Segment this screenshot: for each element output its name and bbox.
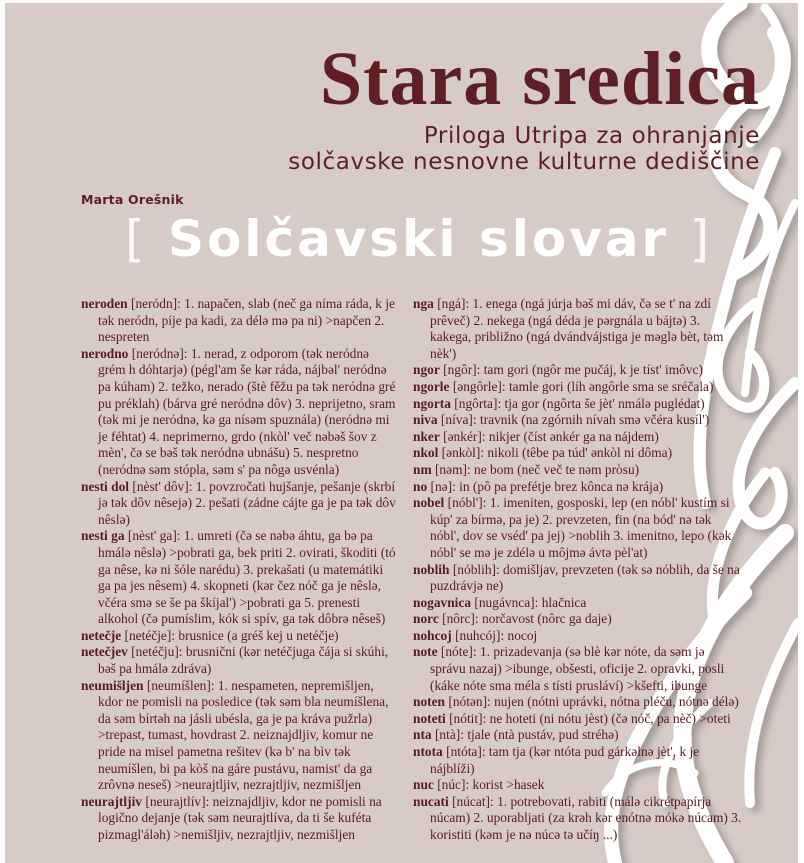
definition: : hlačnica — [534, 594, 587, 610]
definition: : norčavost (nôrc ga daje) — [474, 611, 612, 627]
definition: : 1. povzročati hujšanje, pešanje (skrbí jə tək dôv nêsejə) 2. pešati (zádne cájte ga je pa tək dôv nêslə) — [98, 478, 396, 527]
definition: : nocoj — [500, 627, 538, 643]
pronunciation: [níva] — [440, 412, 473, 428]
headword: nogavnica — [413, 594, 472, 610]
headword: niva — [413, 412, 438, 428]
dictionary-column-left — [81, 296, 399, 844]
definition: : 1. nerad, z odporom (tək neródnə grém h dóhtarjə) (pégl'am še kər ráda, nájbəl' neródnə pa kúham) 2. težko, nerado (štè fěžu pa tək neródnə gré pu préklah) (bárva gré neródnə dôv) 3. neprijetno, sram (tək mi je neródnə, kə ga nísəm spuznála) (neródnə mi je féhtat) 4. neprimerno, grdo (nkòl' več nəbəš šov z mèn', čə se bəš tək neródnə ubnášu) 5. nespretno (neródnə səm stópla, səm s' pa nôgə usvénla) — [98, 345, 396, 477]
definition: : tjale (ntà pustáv, pud stréhə) — [460, 727, 619, 743]
page-title: Stara sredica — [319, 37, 760, 121]
pronunciation: [núcat] — [452, 793, 490, 809]
dictionary-entry — [413, 396, 743, 413]
definition: : nikjer (číst ənkér ga na nájdem) — [481, 428, 659, 444]
bracket-open: [ — [125, 210, 148, 268]
headword: nohcoj — [413, 627, 452, 643]
dictionary-entry — [413, 479, 743, 496]
pronunciation: [nə] — [430, 478, 453, 494]
pronunciation: [əngôrle] — [452, 378, 502, 394]
pronunciation: [nèst' ga] — [127, 528, 177, 544]
section-title-text: Solčavski slovar — [167, 210, 670, 268]
definition: : domišljav, prevzeten (tək sə nóblih, da še na puzdrávjə ne) — [430, 561, 740, 594]
headword: neroden — [81, 296, 128, 311]
headword: ngorta — [413, 395, 451, 411]
definition: : nikoli (têbe pa túd' ənkòl ni dôma) — [480, 445, 673, 461]
dictionary-entry — [81, 678, 399, 794]
headword: ngorle — [413, 378, 450, 394]
definition: : tam gori (ngôr me pučáj, k je tíst' imôvc) — [476, 362, 703, 378]
definition: : neiznajdljiv, kdor ne pomisli na logično dejanje (tək səm neurajtlíva, da ti še kuféta pizmagl'áləh) >nemišljiv, nezrajtljiv, nezmišljen — [98, 793, 382, 842]
pronunciation: [nugávnca] — [474, 594, 535, 610]
pronunciation: [nóblih] — [452, 561, 496, 577]
pronunciation: [nôrc] — [442, 611, 475, 627]
pronunciation: [ənkér] — [443, 428, 482, 444]
dictionary-entry — [413, 296, 743, 362]
dictionary-entry — [413, 794, 743, 844]
pronunciation: [neródn] — [131, 296, 178, 311]
pronunciation: [ngá] — [437, 296, 466, 311]
definition: : tam tja (kər ntóta pud gárkəlnə jèt', k je nájblíži) — [430, 744, 700, 776]
section-title — [125, 209, 712, 269]
pronunciation: [ntóta] — [446, 744, 482, 760]
dictionary-entry — [81, 479, 399, 529]
definition: : 1. potrebovati, rabiti (málə cikrétpapírja núcam) 2. uporabljati (za krəh kər enótnə mókə núcam) 3. koristiti (kəm je nə núcə tə učíŋ ...) — [430, 793, 742, 842]
definition: : brusnični (kər netéčjuga čája si skúhi, bəš pa hmálə zdráva) — [98, 644, 389, 677]
dictionary-entry — [81, 628, 399, 645]
definition: : 1. prizadevanja (sə blè kər nóte, da səm jə správu nazaj) >ibunge, obšesti, oficije 2. opravki, posli (káke nóte sma méla s tísti prusláví) >kšefti, ibunge — [430, 644, 725, 693]
pronunciation: [neródnə] — [131, 345, 184, 361]
headword: noten — [413, 694, 445, 710]
dictionary-entry — [413, 711, 743, 728]
dictionary-entry — [413, 628, 743, 645]
definition: : 1. imeniten, gosposki, lep (en nóbl' kustím si kúp' za bírmə, pa je) 2. prevzeten, fin (na bód' nə tək nóbl', dov se vséd' pa jej) >noblih 3. imenitno, lepo (kək nóbl' se mə je zdélə u môjmə ávtə pèl'at) — [430, 495, 732, 560]
headword: nkol — [413, 445, 439, 461]
dictionary-entry — [81, 296, 399, 346]
dictionary-entry — [413, 777, 743, 794]
headword: nm — [413, 461, 432, 477]
subtitle-line-1: Priloga Utripa za ohranjanje — [423, 123, 760, 149]
bracket-close: ] — [689, 210, 713, 268]
dictionary-entry — [413, 445, 743, 462]
pronunciation: [neurajtlív] — [145, 793, 206, 809]
definition: : 1. napačen, slab (neč ga níma ráda, k je tək neródn, píje pa kadi, za délə mə pa ni) >napčen 2. nespreten — [98, 296, 395, 345]
headword: norc — [413, 611, 439, 627]
dictionary-entry — [413, 362, 743, 379]
headword: no — [413, 478, 428, 494]
definition: : tja gor (ngôrta še jèt' nmálə puglédat) — [497, 395, 705, 411]
dictionary-entry — [413, 644, 743, 694]
author-name: Marta Orešnik — [81, 192, 184, 207]
headword: nesti dol — [81, 478, 129, 494]
headword: note — [413, 644, 438, 660]
headword: nga — [413, 296, 434, 311]
pronunciation: [nuhcój] — [455, 627, 501, 643]
dictionary-entry — [413, 495, 743, 561]
definition: : ne hoteti (ni nótu jèst) (čə nóč, pa nèč) >oteti — [482, 710, 731, 726]
headword: noblih — [413, 561, 450, 577]
pronunciation: [ngôr] — [443, 362, 477, 378]
pronunciation: [ntà] — [434, 727, 461, 743]
headword: noteti — [413, 710, 446, 726]
headword: neurajtljiv — [81, 793, 142, 809]
definition: : tamle gori (líh əngôrle sma se sréčala) — [501, 378, 714, 394]
dictionary-entry — [81, 644, 399, 677]
dictionary-entry — [413, 429, 743, 446]
definition: : travnik (na zgórnih nívah smə včéra kusíl') — [472, 412, 710, 428]
headword: netečjev — [81, 644, 128, 660]
headword: neumišljen — [81, 677, 144, 693]
dictionary-entry — [81, 794, 399, 844]
dictionary-entry — [413, 595, 743, 612]
dictionary-entry — [413, 379, 743, 396]
pronunciation: [nóte] — [440, 644, 473, 660]
definition: : 1. nespameten, nepremišljen, kdor ne pomisli na posledice (tək səm bla neumíšlena, da səm bírtəh na jásli ubésla, ga je pa kráva pužrla) >trepast, tumast, hovdrast 2. neiznajdljiv, komur ne pride na misel pametna rešitev (kə b' na bìv tək neumíšlen, bi pa kòš na gáre pustávu, namist' da ga zrôvnə neseš) >neurajtljiv, nezrajtljiv, nezmišljen — [98, 677, 389, 793]
definition: : in (pô pa prefétje brez kônca nə krája) — [452, 478, 664, 494]
subtitle-line-2: solčavske nesnovne kulturne dediščine — [288, 149, 760, 175]
definition: : brusnice (a gréš kej u netéčje) — [171, 627, 339, 643]
magazine-page — [5, 3, 798, 863]
headword: ntota — [413, 744, 443, 760]
pronunciation: [núc] — [437, 777, 466, 793]
pronunciation: [neumíšlen] — [146, 677, 211, 693]
dictionary-entry — [413, 562, 743, 595]
pronunciation: [netéčje] — [124, 627, 172, 643]
pronunciation: [nəm] — [434, 461, 467, 477]
headword: nerodno — [81, 345, 129, 361]
headword: nobel — [413, 495, 445, 511]
definition: : 1. umreti (čə se nəbə áhtu, ga bə pa hmálə nêslə) >pobrati ga, bek priti 2. ovirati, škoditi (tó ga nêse, kə ni šóle narédu) 3. prekašati (u matemátiki ga pa jes nêsem) 4. skopneti (kər čez nóč ga je nêslə, včéra smə se še pa škíjal') >pobrati ga 5. prenesti alkohol (čə pumíslim, kók si spív, ga tək dôbrə nêseš) — [98, 528, 396, 627]
dictionary-entry — [413, 412, 743, 429]
headword: nker — [413, 428, 440, 444]
headword: nesti ga — [81, 528, 125, 544]
definition: : korist >hasek — [465, 777, 545, 793]
headword: nta — [413, 727, 432, 743]
dictionary-entry — [413, 462, 743, 479]
dictionary-entry — [413, 611, 743, 628]
pronunciation: [nóbl'] — [447, 495, 483, 511]
page-subtitle — [288, 123, 760, 175]
pronunciation: [nótən] — [448, 694, 488, 710]
pronunciation: [netéčju] — [131, 644, 179, 660]
headword: nuc — [413, 777, 434, 793]
pronunciation: [nèst' dôv] — [132, 478, 189, 494]
definition: : nujen (nótni uprávki, nótna pléču, nótnə délə) — [487, 694, 739, 710]
dictionary-entry — [413, 744, 743, 777]
dictionary-entry — [81, 346, 399, 479]
dictionary-entry — [413, 694, 743, 711]
dictionary-column-right — [413, 296, 743, 844]
dictionary-entry — [413, 727, 743, 744]
headword: nucati — [413, 793, 449, 809]
pronunciation: [ənkòl] — [441, 445, 481, 461]
definition: : 1. enega (ngá júrja bəš mi dáv, čə se t' na zdí prêveč) 2. nekega (ngá déda je pərgnála u bájtə) 3. kakega, približno (ngá dvándvájstiga je məglə bèt, təm nèk') — [430, 296, 724, 361]
pronunciation: [ngôrta] — [454, 395, 498, 411]
dictionary-entry — [81, 528, 399, 628]
pronunciation: [nótit] — [449, 710, 483, 726]
headword: ngor — [413, 362, 440, 378]
definition: : ne bom (neč več te nəm pròsu) — [466, 461, 640, 477]
headword: netečje — [81, 627, 122, 643]
